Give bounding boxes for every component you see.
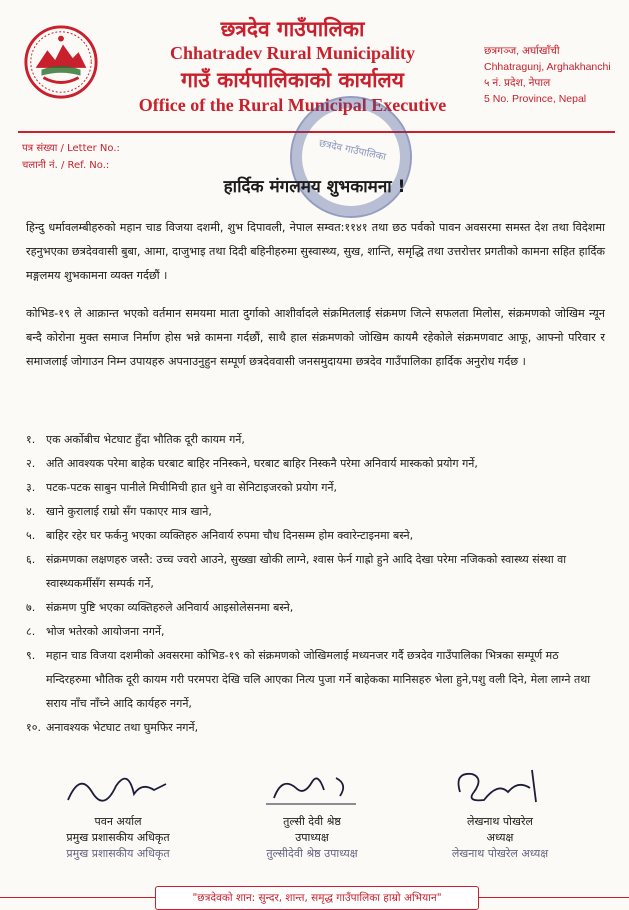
list-item <box>26 452 605 476</box>
signatory-stamp: तुल्सीदेवी श्रेष्ठ उपाध्यक्ष <box>266 847 358 860</box>
signatory-name: तुल्सी देवी श्रेष्ठ <box>283 815 341 828</box>
list-number: ६. <box>26 553 36 566</box>
list-text: संक्रमणका लक्षणहरु जस्तै: उच्च ज्वरो आउने, सुख्खा खोकी लाग्ने, श्वास फेर्न गाह्रो हुने आदि देखा परेमा नजिकको स्वास्थ्य संस्था वा स्वास्थ्यकर्मीसँग सम्पर्क गर्ने, <box>46 553 567 590</box>
greeting-headline: हार्दिक मंगलमय शुभकामना ! <box>223 177 406 197</box>
footer <box>0 886 629 910</box>
address-line: 5 No. Province, Nepal <box>484 93 587 105</box>
signatory-role: प्रमुख प्रशासकीय अधिकृत <box>66 831 170 844</box>
signature-scribble-icon <box>58 762 178 810</box>
list-number: १. <box>26 433 36 446</box>
address-line: छत्रगञ्ज, अर्घाखाँची <box>484 45 560 57</box>
reference-block <box>22 140 120 174</box>
signatory-stamp: प्रमुख प्रशासकीय अधिकृत <box>66 847 170 860</box>
reference-number-label: चलानी नं. / Ref. No.: <box>22 160 110 171</box>
signature-scribble-icon <box>440 762 560 810</box>
list-item <box>26 716 605 740</box>
list-number: ९. <box>26 649 36 662</box>
list-number: ५. <box>26 529 36 542</box>
list-item <box>26 548 605 596</box>
list-text: बाहिर रहेर घर फर्कनु भएका व्यक्तिहरु अनिवार्य रुपमा चौध दिनसम्म होम क्वारेन्टाइनमा बस्ने, <box>46 529 414 542</box>
list-number: ३. <box>26 481 36 494</box>
list-item <box>26 644 605 716</box>
list-text: संक्रमण पुष्टि भएका व्यक्तिहरुले अनिवार्य आइसोलेसनमा बस्ने, <box>46 601 294 614</box>
signatory-stamp: लेखनाथ पोखरेल अध्यक्ष <box>451 847 549 860</box>
list-text: खाने कुरालाई राम्रो सँग पकाएर मात्र खाने, <box>46 505 212 518</box>
signatory-role: अध्यक्ष <box>486 831 514 844</box>
list-item <box>26 524 605 548</box>
nepal-emblem-icon <box>22 22 100 102</box>
list-item <box>26 500 605 524</box>
list-number: ७. <box>26 601 36 614</box>
list-item <box>26 476 605 500</box>
list-number: २. <box>26 457 36 470</box>
signature-scribble-icon <box>252 762 372 810</box>
signature-block-chair <box>420 762 580 861</box>
list-item <box>26 596 605 620</box>
address-block <box>484 43 611 107</box>
guideline-list <box>26 428 605 740</box>
list-item <box>26 428 605 452</box>
signature-block-vice-chair <box>232 762 392 861</box>
signatory-name: लेखनाथ पोखरेल <box>467 815 533 828</box>
address-line: Chhatragunj, Arghakhanchi <box>484 61 611 73</box>
list-number: ४. <box>26 505 36 518</box>
footer-slogan: "छत्रदेवको शान: सुन्दर, शान्त, समृद्ध गाउँपालिका हाम्रो अभियान" <box>155 886 479 910</box>
office-name-nepali: गाउँ कार्यपालिकाको कार्यालय <box>181 67 404 92</box>
office-name-english: Office of the Rural Municipal Executive <box>138 95 447 115</box>
municipality-name-nepali: छत्रदेव गाउँपालिका <box>220 16 365 41</box>
list-number: ८. <box>26 625 36 638</box>
municipality-name-english: Chhatradev Rural Municipality <box>169 43 415 63</box>
list-item <box>26 620 605 644</box>
list-text: अनावश्यक भेटघाट तथा घुमफिर नगर्ने, <box>46 721 199 734</box>
signatory-name: पवन अर्याल <box>94 815 142 828</box>
list-text: एक अर्कोबीच भेटघाट हुँदा भौतिक दूरी कायम गर्ने, <box>46 433 245 446</box>
body-paragraphs <box>26 216 605 388</box>
list-number: १०. <box>26 721 41 734</box>
list-text: भोज भतेरको आयोजना नगर्ने, <box>46 625 165 638</box>
list-text: महान चाड विजया दशमीको अवसरमा कोभिड-१९ को संक्रमणको जोखिमलाई मध्यनजर गर्दै छत्रदेव गाउँपालिका भित्रका सम्पूर्ण मठ मन्दिरहरुमा भौतिक दूरी कायम गरी परमपरा देखि चलि आएका नित्य पुजा गर्ने बाहेकका मानिसहरु भेला हुने,पशु वली दिने, मेला लाग्ने तथा सराय नाँच नाँच्ने आदि कार्यहरु नगर्ने, <box>46 649 591 710</box>
signature-block-cao <box>38 762 198 861</box>
stamp-text: छत्रदेव गाउँपालिका <box>317 138 387 164</box>
greeting-paragraph: हिन्दु धर्मावलम्बीहरुको महान चाड विजया दशमी, शुभ दिपावली, नेपाल सम्वत:११४१ तथा छठ पर्वको पावन अवसरमा समस्त देश तथा विदेशमा रहनुभएका छत्रदेववासी बुबा, आमा, दाजुभाइ तथा दिदी बहिनीहरुमा सुस्वास्थ्य, सुख, शान्ति, समृद्धि तथा उत्तरोत्तर प्रगतीको कामना सहित हार्दिक मङ्गलमय शुभकामना व्यक्त गर्दछौं । <box>26 221 605 282</box>
organization-heading <box>120 16 465 116</box>
address-line: ५ नं. प्रदेश, नेपाल <box>484 77 551 89</box>
letter-number-label: पत्र संख्या / Letter No.: <box>22 143 120 154</box>
list-text: अति आवश्यक परेमा बाहेक घरबाट बाहिर ननिस्कने, घरबाट बाहिर निस्कनै परेमा अनिवार्य मास्कको प्रयोग गर्ने, <box>46 457 478 470</box>
list-text: पटक-पटक साबुन पानीले मिचीमिची हात धुने वा सेनिटाइजरको प्रयोग गर्ने, <box>46 481 338 494</box>
signatory-role: उपाध्यक्ष <box>295 831 329 844</box>
covid-request-paragraph: कोभिड-१९ ले आक्रान्त भएको वर्तमान समयमा माता दुर्गाको आशीर्वादले संक्रमितलाई संक्रमण जित्ने सफलता मिलोस, संक्रमणको जोखिम न्यून बन्दै कोरोना मुक्त समाज निर्माण होस भन्ने कामना गर्दछौं, साथै हाल संक्रमणको जोखिम कायमै रहेकोले संक्रमणवाट आफू, आफ्नो परिवार र समाजलाई जोगाउन निम्न उपायहरु अपनाउनुहुन सम्पूर्ण छत्रदेववासी जनसमुदायमा छत्रदेव गाउँपालिका हार्दिक अनुरोध गर्दछ । <box>26 307 605 368</box>
